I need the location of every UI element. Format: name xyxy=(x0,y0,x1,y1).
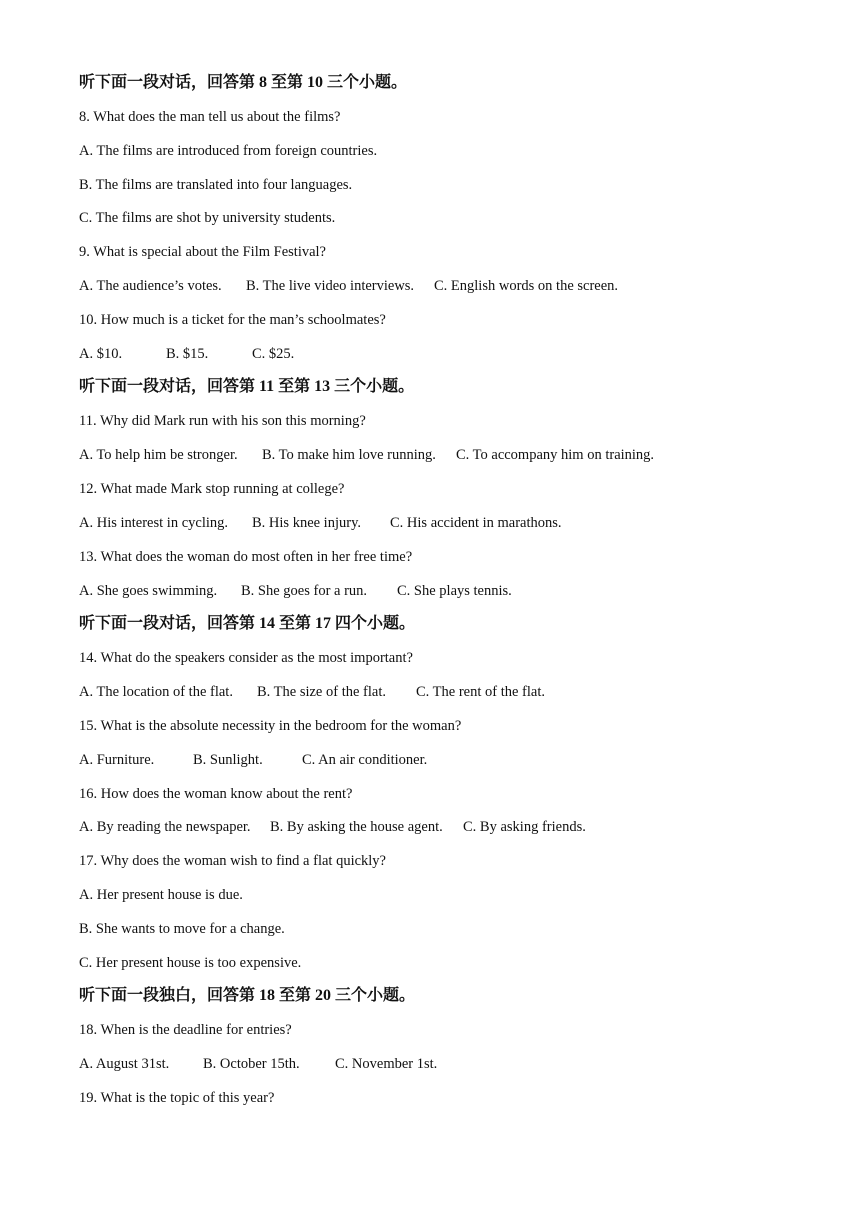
question-stem: 17. Why does the woman wish to find a flat quickly? xyxy=(79,853,386,869)
answer-option: C. The rent of the flat. xyxy=(416,684,545,700)
answer-option: B. $15. xyxy=(166,346,209,362)
options-row xyxy=(79,514,562,532)
answer-option: B. She wants to move for a change. xyxy=(79,921,285,937)
answer-option: C. Her present house is too expensive. xyxy=(79,955,302,971)
answer-option: C. $25. xyxy=(252,346,295,362)
answer-option: A. Her present house is due. xyxy=(79,887,243,903)
options-row xyxy=(79,446,654,464)
answer-option: C. To accompany him on training. xyxy=(456,447,655,463)
answer-option: A. By reading the newspaper. xyxy=(79,819,251,835)
options-row xyxy=(79,345,294,363)
question-stem: 10. How much is a ticket for the man’s schoolmates? xyxy=(79,312,386,328)
answer-option: C. She plays tennis. xyxy=(397,583,512,599)
section-heading: 听下面一段独白，回答第 18 至第 20 三个小题。 xyxy=(79,987,416,1004)
answer-option: A. To help him be stronger. xyxy=(79,447,238,463)
answer-option: C. By asking friends. xyxy=(463,819,586,835)
question-stem: 12. What made Mark stop running at college? xyxy=(79,481,345,497)
answer-option: A. She goes swimming. xyxy=(79,583,218,599)
question-stem: 8. What does the man tell us about the films? xyxy=(79,109,341,125)
answer-option: C. English words on the screen. xyxy=(434,278,619,294)
answer-option: B. October 15th. xyxy=(203,1056,300,1072)
options-row xyxy=(79,277,618,295)
answer-option: C. November 1st. xyxy=(335,1056,438,1072)
options-row xyxy=(79,683,545,701)
section-heading: 听下面一段对话，回答第 8 至第 10 三个小题。 xyxy=(79,74,408,91)
answer-option: B. The size of the flat. xyxy=(257,684,386,700)
answer-option: B. His knee injury. xyxy=(252,515,362,531)
question-stem: 18. When is the deadline for entries? xyxy=(79,1022,292,1038)
answer-option: B. She goes for a run. xyxy=(241,583,368,599)
options-row xyxy=(79,818,586,836)
answer-option: A. $10. xyxy=(79,346,123,362)
answer-option: B. To make him love running. xyxy=(262,447,436,463)
options-row xyxy=(79,582,512,600)
options-row xyxy=(79,1055,437,1073)
answer-option: A. His interest in cycling. xyxy=(79,515,229,531)
answer-option: A. Furniture. xyxy=(79,752,155,768)
answer-option: B. By asking the house agent. xyxy=(270,819,443,835)
answer-option: B. Sunlight. xyxy=(193,752,263,768)
answer-option: A. The films are introduced from foreign countries. xyxy=(79,143,378,159)
question-stem: 15. What is the absolute necessity in the bedroom for the woman? xyxy=(79,718,462,734)
section-heading: 听下面一段对话，回答第 11 至第 13 三个小题。 xyxy=(79,378,415,395)
options-row xyxy=(79,751,427,769)
answer-option: C. His accident in marathons. xyxy=(390,515,562,531)
question-stem: 16. How does the woman know about the rent? xyxy=(79,786,353,802)
answer-option: A. The audience’s votes. xyxy=(79,278,222,294)
question-stem: 14. What do the speakers consider as the most important? xyxy=(79,650,413,666)
answer-option: C. An air conditioner. xyxy=(302,752,428,768)
answer-option: C. The films are shot by university students. xyxy=(79,210,336,226)
answer-option: B. The films are translated into four languages. xyxy=(79,177,353,193)
section-heading: 听下面一段对话，回答第 14 至第 17 四个小题。 xyxy=(79,615,416,632)
question-stem: 13. What does the woman do most often in her free time? xyxy=(79,549,413,565)
question-stem: 11. Why did Mark run with his son this morning? xyxy=(79,413,366,429)
question-stem: 19. What is the topic of this year? xyxy=(79,1090,275,1106)
answer-option: A. The location of the flat. xyxy=(79,684,233,700)
answer-option: A. August 31st. xyxy=(79,1056,170,1072)
question-stem: 9. What is special about the Film Festival? xyxy=(79,244,326,260)
answer-option: B. The live video interviews. xyxy=(246,278,415,294)
